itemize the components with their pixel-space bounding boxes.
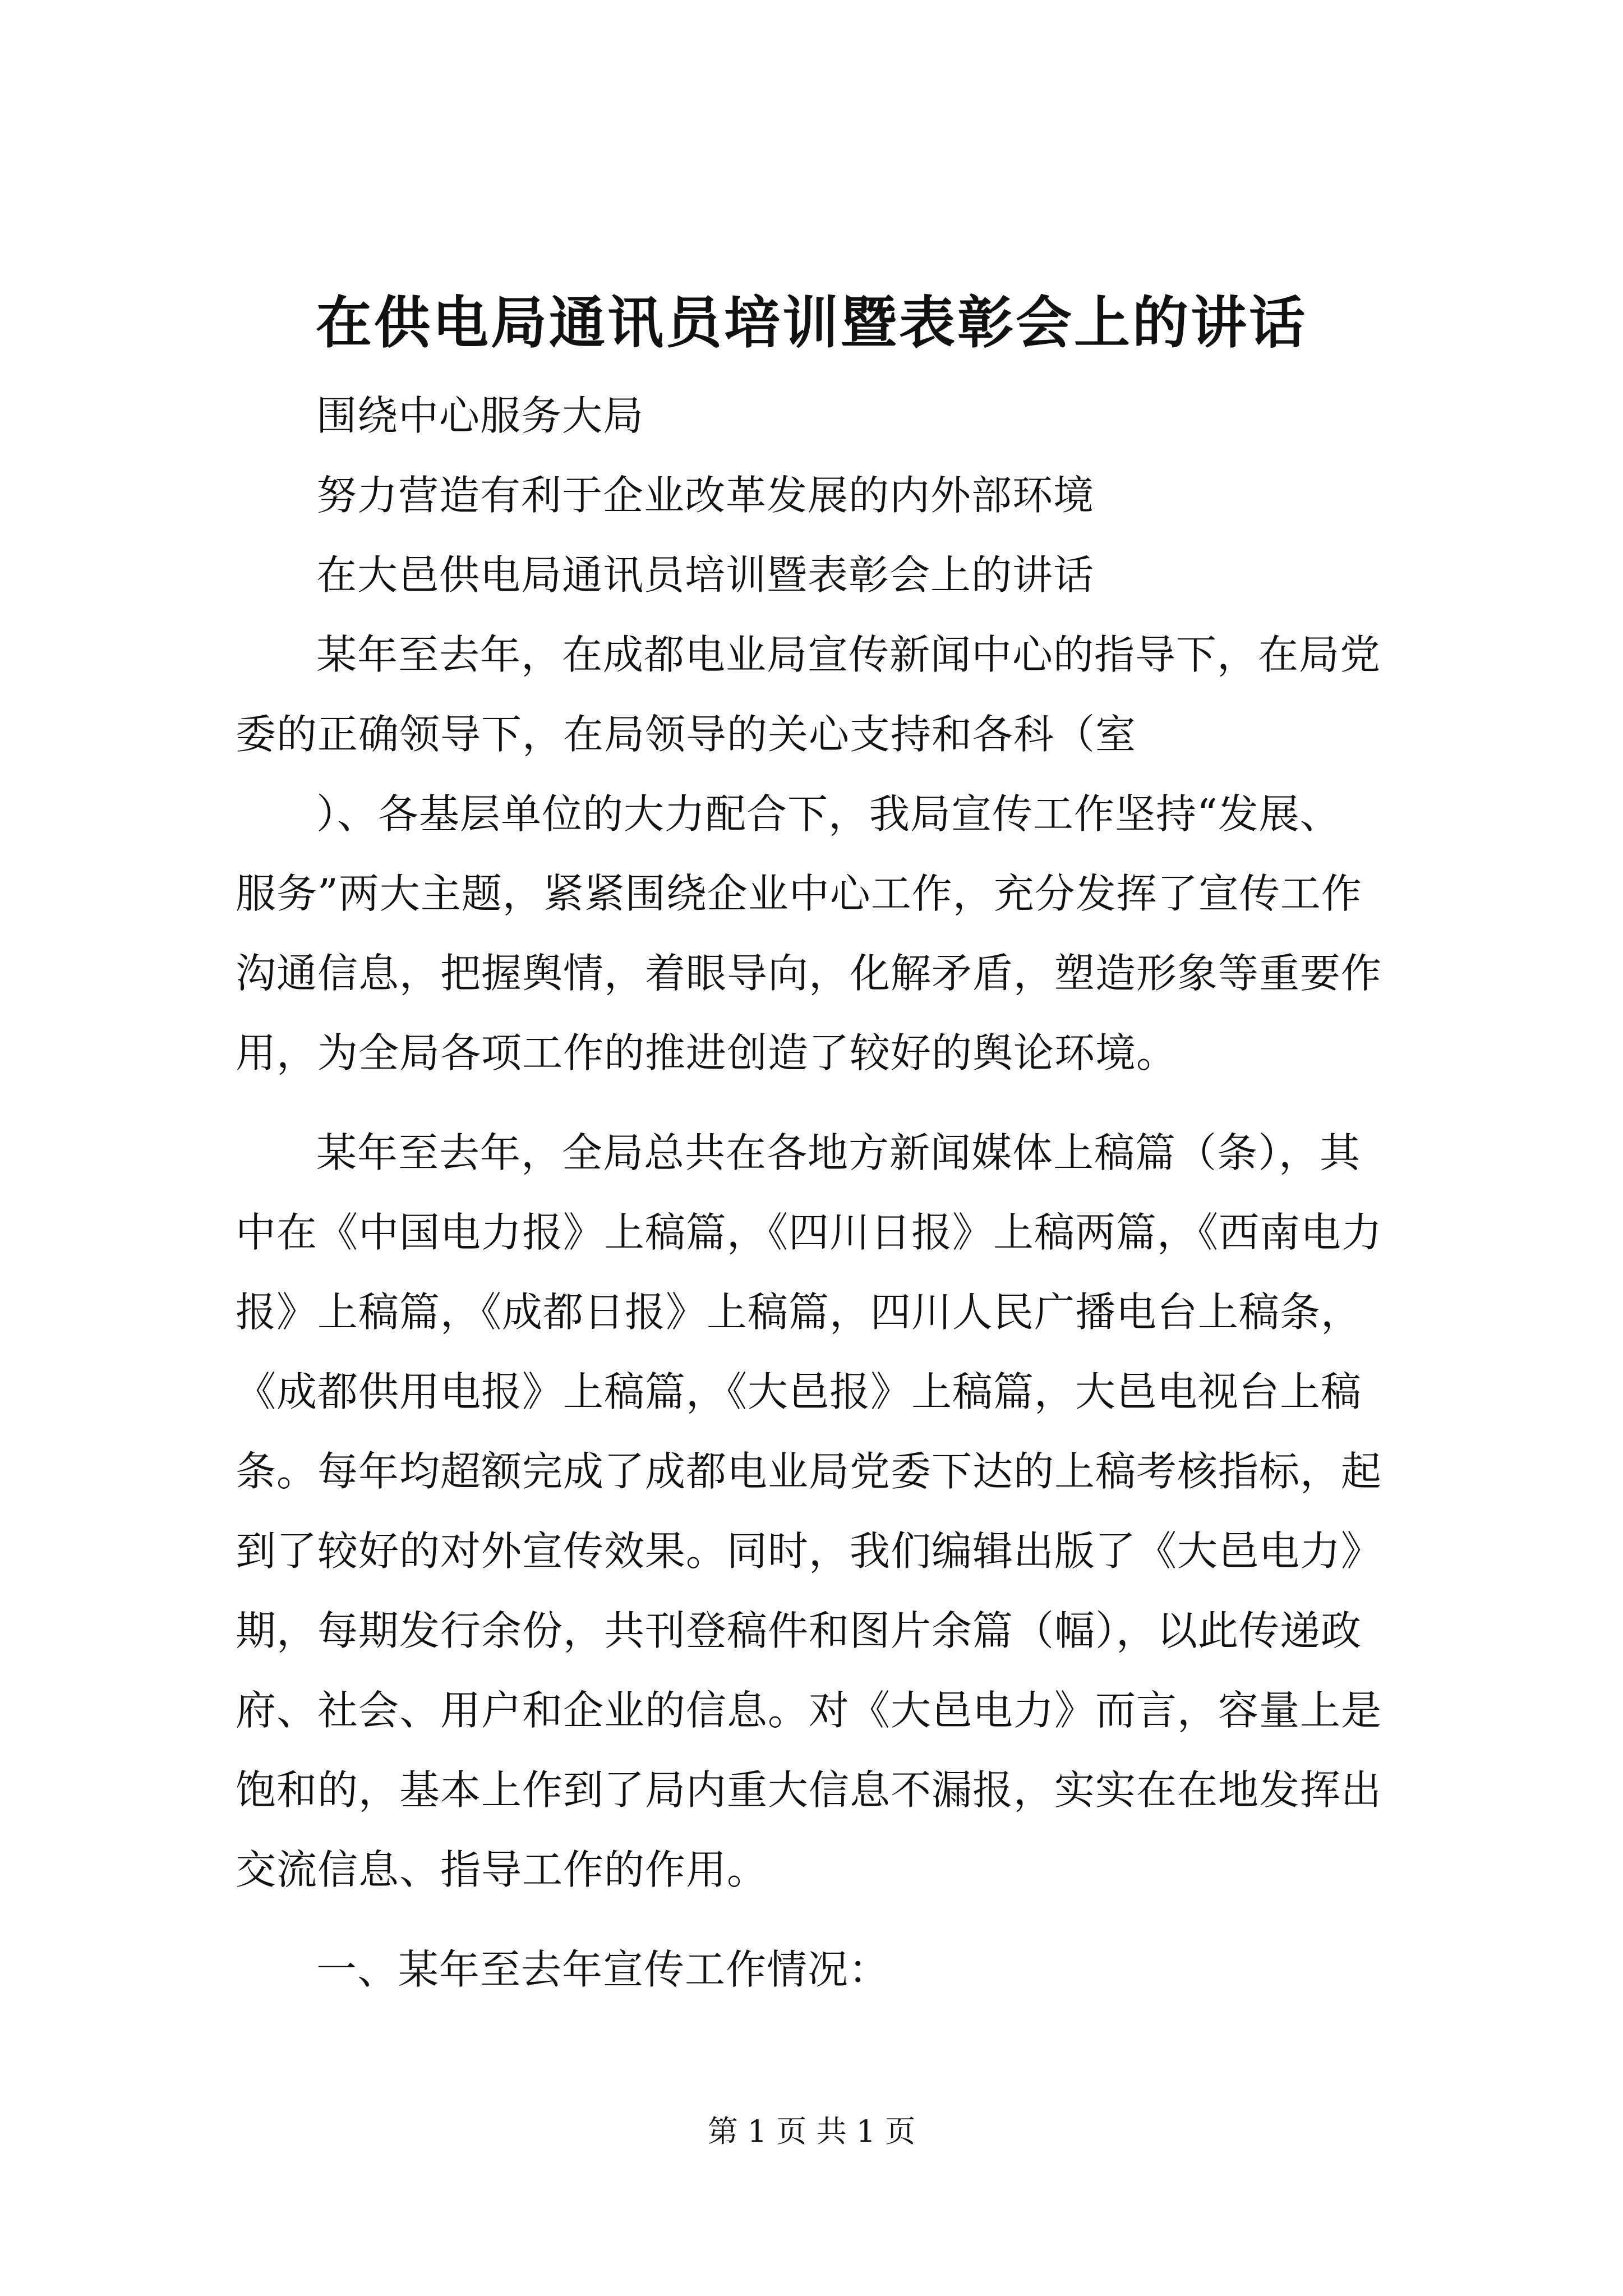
paragraph-3-line-9: 饱和的，基本上作到了局内重大信息不漏报，实实在在地发挥出: [236, 1766, 1382, 1814]
paragraph-2-line-2: 服务”两大主题，紧紧围绕企业中心工作，充分发挥了宣传工作: [236, 870, 1362, 917]
paragraph-3-line-6: 到了较好的对外宣传效果。同时，我们编辑出版了《大邑电力》: [236, 1527, 1382, 1575]
paragraph-3-line-10: 交流信息、指导工作的作用。: [236, 1846, 768, 1893]
page-footer: 第 1 页 共 1 页: [707, 2114, 916, 2149]
paragraph-2-line-4: 用，为全局各项工作的推进创造了较好的舆论环境。: [236, 1029, 1178, 1076]
paragraph-3-line-7: 期，每期发行余份，共刊登稿件和图片余篇（幅），以此传递政: [236, 1607, 1362, 1654]
paragraph-3-line-5: 条。每年均超额完成了成都电业局党委下达的上稿考核指标，起: [236, 1448, 1382, 1495]
paragraph-2-line-1: ）、各基层单位的大力配合下，我局宣传工作坚持“发展、: [316, 790, 1341, 838]
subtitle-line-1: 围绕中心服务大局: [316, 392, 644, 439]
paragraph-2-line-3: 沟通信息，把握舆情，着眼导向，化解矛盾，塑造形象等重要作: [236, 950, 1382, 997]
paragraph-1-line-2: 委的正确领导下，在局领导的关心支持和各科（室: [236, 711, 1137, 758]
subtitle-line-2: 努力营造有利于企业改革发展的内外部环境: [316, 472, 1095, 519]
paragraph-3-line-2: 中在《中国电力报》上稿篇，《四川日报》上稿两篇，《西南电力: [236, 1209, 1383, 1256]
paragraph-3-line-1: 某年至去年，全局总共在各地方新闻媒体上稿篇（条），其: [316, 1129, 1361, 1176]
paragraph-3-line-4: 《成都供用电报》上稿篇，《大邑报》上稿篇，大邑电视台上稿: [236, 1368, 1362, 1415]
document-title: 在供电局通讯员培训暨表彰会上的讲话: [316, 289, 1307, 356]
document-body: [236, 376, 1424, 2009]
paragraph-1-line-1: 某年至去年，在成都电业局宣传新闻中心的指导下，在局党: [316, 631, 1381, 678]
paragraph-3-line-8: 府、社会、用户和企业的信息。对《大邑电力》而言，容量上是: [236, 1687, 1382, 1734]
section-heading-1: 一、某年至去年宣传工作情况：: [316, 1946, 890, 1993]
paragraph-3-line-3: 报》上稿篇，《成都日报》上稿篇，四川人民广播电台上稿条，: [236, 1289, 1362, 1336]
subtitle-line-3: 在大邑供电局通讯员培训暨表彰会上的讲话: [316, 551, 1095, 599]
